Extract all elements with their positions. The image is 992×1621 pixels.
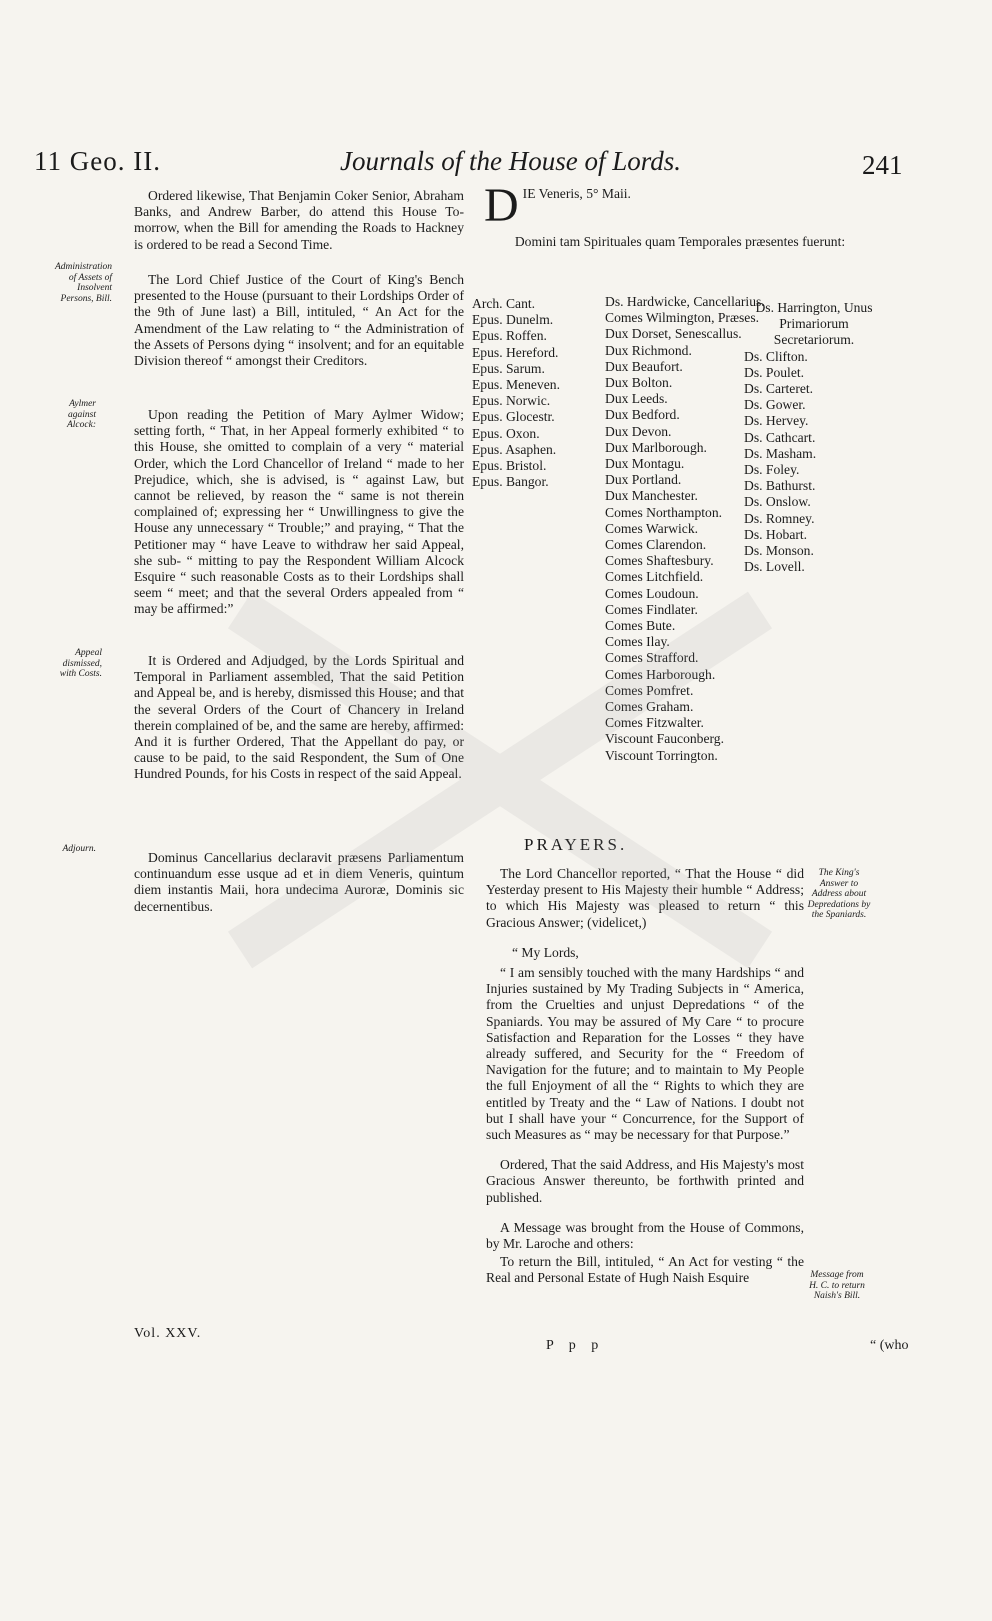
lord-baron-4: Ds. Hervey. — [744, 413, 809, 429]
right-column — [486, 866, 804, 1301]
page-number: 241 — [862, 150, 903, 180]
lord-temporal-22: Comes Strafford. — [605, 650, 699, 666]
lord-spiritual-8: Epus. Oxon. — [472, 425, 540, 441]
left-column-petition — [134, 407, 464, 632]
paragraph-kings-answer: “ I am sensibly touched with the many Hardships “ and Injuries sustained by My Trading Subjects in “ America, from the Cruelties and unjust Depredations “ of the Spaniards. You may be assured of My Care “ to procure Satisfaction and Reparation for the Losses “ they have already suffered, and Security for the “ Freedom of Navigation for the future; and to maintain to My People the full Enjoyment of all the “ Rights to which they are entitled by Treaty and the “ Law of Nations. I doubt not but I shall have your “ Concurrence, for the Support of such Measures as “ may be necessary for that Purpose.” — [486, 965, 804, 1143]
paragraph-return-bill: To return the Bill, intituled, “ An Act for vesting “ the Real and Personal Estate of Hugh Naish Esquire — [486, 1254, 804, 1286]
paragraph-insolvent-bill: The Lord Chief Justice of the Court of King's Bench presented to the House (pursuant to their Lordships Order of the 9th of June last) a Bill, intituled, “ An Act for the Amendment of the Law relating to “ the Administration of the Assets of Persons dying “ insolvent; and for an equitable Division thereof “ amongst their Creditors. — [134, 272, 464, 369]
lord-temporal-2: Dux Dorset, Senescallus. — [605, 326, 742, 342]
margin-note-adjourn: Adjourn. — [62, 844, 96, 854]
lord-temporal-16: Comes Shaftesbury. — [605, 553, 714, 569]
lord-temporal-19: Comes Findlater. — [605, 601, 698, 617]
lord-temporal-14: Comes Warwick. — [605, 520, 699, 536]
lord-temporal-6: Dux Leeds. — [605, 391, 668, 407]
lord-spiritual-7: Epus. Glocestr. — [472, 409, 555, 425]
catchword: “ (who — [870, 1338, 909, 1353]
lord-spiritual-5: Epus. Meneven. — [472, 377, 560, 393]
lord-harrington: Ds. Harrington, Unus Primariorum Secretariorum. — [755, 300, 873, 348]
lord-temporal-0: Ds. Hardwicke, Cancellarius. — [605, 294, 765, 309]
running-head-left: 11 Geo. II. — [34, 146, 161, 176]
lord-temporal-9: Dux Marlborough. — [605, 439, 707, 455]
lord-temporal-15: Comes Clarendon. — [605, 537, 707, 553]
present-line: Domini tam Spirituales quam Temporales præsentes fuerunt: — [514, 234, 846, 249]
lord-baron-9: Ds. Onslow. — [744, 494, 811, 510]
lord-temporal-26: Comes Fitzwalter. — [605, 715, 704, 731]
lord-baron-10: Ds. Romney. — [744, 510, 815, 526]
lord-temporal-17: Comes Litchfield. — [605, 569, 704, 585]
lord-temporal-28: Viscount Torrington. — [605, 747, 718, 763]
running-head-title: Journals of the House of Lords. — [340, 146, 682, 176]
margin-note-assets-bill: Administration of Assets of Insolvent Persons, Bill. — [54, 262, 112, 304]
lord-spiritual-9: Epus. Asaphen. — [472, 441, 557, 457]
lord-spiritual-6: Epus. Norwic. — [472, 393, 551, 409]
margin-note-aylmer: Aylmer against Alcock: — [66, 399, 96, 430]
left-column-adjourn — [134, 850, 464, 929]
paragraph-adjournment: Dominus Cancellarius declaravit præsens Parliamentum continuandum esse usque ad et in diem Veneris, quintum diem instantis Maii, hora undecima Auroræ, Dominis sic decernentibus. — [134, 850, 464, 914]
paragraph-chancellor-report: The Lord Chancellor reported, “ That the House “ did Yesterday present to His Majesty their humble “ Address; to which His Majesty was pleased to return “ this Gracious Answer; (videlicet,) — [486, 866, 804, 930]
lord-spiritual-4: Epus. Sarum. — [472, 360, 545, 376]
lord-baron-1: Ds. Poulet. — [744, 364, 805, 380]
sitting-date: IE Veneris, 5° Maii. — [522, 186, 631, 201]
lord-temporal-4: Dux Beaufort. — [605, 358, 683, 374]
salutation: “ My Lords, — [512, 944, 579, 960]
lord-temporal-7: Dux Bedford. — [605, 407, 680, 423]
lord-temporal-8: Dux Devon. — [605, 423, 672, 439]
lord-temporal-5: Dux Bolton. — [605, 375, 673, 391]
sitting-date-block — [484, 179, 880, 232]
left-column-bill — [134, 272, 464, 383]
lord-temporal-10: Dux Montagu. — [605, 456, 685, 472]
lord-baron-7: Ds. Foley. — [744, 462, 800, 478]
lord-baron-3: Ds. Gower. — [744, 397, 806, 413]
drop-cap: D — [484, 179, 519, 232]
lord-baron-2: Ds. Carteret. — [744, 381, 814, 397]
lord-temporal-13: Comes Northampton. — [605, 504, 723, 520]
lord-baron-8: Ds. Bathurst. — [744, 478, 816, 494]
prayers-heading: PRAYERS. — [524, 835, 628, 854]
lord-spiritual-0: Arch. Cant. — [472, 296, 536, 311]
lord-spiritual-11: Epus. Bangor. — [472, 474, 549, 490]
left-column-order — [134, 653, 464, 797]
left-column — [134, 188, 464, 267]
lords-barons-list — [744, 300, 884, 575]
volume-number: Vol. XXV. — [134, 1326, 202, 1341]
lord-baron-13: Ds. Lovell. — [744, 559, 805, 575]
lord-spiritual-3: Epus. Hereford. — [472, 344, 559, 360]
paragraph-aylmer-petition: Upon reading the Petition of Mary Aylmer Widow; setting forth, “ That, in her Appeal formerly exhibited “ to this House, she omitted to complain of a very “ material Order, which the Lord Chancellor of Ireland “ made to her Prejudice, which, she is advised, is “ against Law, but cannot be relieved, by reason the “ same is not therein complained of; expressing her “ Unwillingness to give the House any unnecessary “ Trouble;” and praying, “ That the Petitioner may “ have Leave to withdraw her said Appeal, she sub- “ mitting to pay the Respondent William Alcock Esquire “ such reasonable Costs as to their Lordships shall seem “ meet; and that the several Orders appealed from “ may be affirmed:” — [134, 407, 464, 617]
lord-baron-12: Ds. Monson. — [744, 543, 814, 559]
lord-temporal-21: Comes Ilay. — [605, 634, 670, 650]
paragraph-appeal-dismissed: It is Ordered and Adjudged, by the Lords Spiritual and Temporal in Parliament assembled, That the said Petition and Appeal be, and is hereby, dismissed this House; and that the several Orders of the Court of Chancery in Ireland therein complained of be, and the same are hereby, affirmed: And it is further Ordered, That the Appellant do pay, or cause to be paid, to the said Respondent, the Sum of One Hundred Pounds, for his Costs in respect of the said Appeal. — [134, 653, 464, 782]
lord-temporal-12: Dux Manchester. — [605, 488, 698, 504]
paragraph-ordered-printed: Ordered, That the said Address, and His Majesty's most Gracious Answer thereunto, be forthwith printed and published. — [486, 1157, 804, 1205]
lords-temporal-list — [605, 294, 765, 764]
lord-baron-0: Ds. Clifton. — [744, 348, 808, 364]
paragraph-ordered-attend: Ordered likewise, That Benjamin Coker Senior, Abraham Banks, and Andrew Barber, do attend this House To-morrow, when the Bill for amending the Roads to Hackney is ordered to be read a Second Time. — [134, 188, 464, 252]
lord-temporal-11: Dux Portland. — [605, 472, 682, 488]
margin-note-kings-answer: The King's Answer to Address about Depredations by the Spaniards. — [807, 868, 871, 920]
lord-temporal-1: Comes Wilmington, Præses. — [605, 310, 760, 326]
lord-temporal-27: Viscount Fauconberg. — [605, 731, 724, 747]
lords-spiritual-list — [472, 296, 592, 490]
lord-temporal-23: Comes Harborough. — [605, 666, 716, 682]
margin-note-appeal-dismissed: Appeal dismissed, with Costs. — [59, 648, 102, 679]
lord-temporal-25: Comes Graham. — [605, 699, 694, 715]
signature-mark: P p p — [546, 1338, 605, 1353]
lord-baron-6: Ds. Masham. — [744, 445, 817, 461]
lord-temporal-18: Comes Loudoun. — [605, 585, 699, 601]
lord-spiritual-10: Epus. Bristol. — [472, 458, 547, 474]
lord-spiritual-1: Epus. Dunelm. — [472, 312, 554, 328]
margin-note-message: Message from H. C. to return Naish's Bill. — [809, 1270, 865, 1301]
lord-temporal-20: Comes Bute. — [605, 618, 676, 634]
paragraph-message: A Message was brought from the House of Commons, by Mr. Laroche and others: — [486, 1219, 804, 1252]
lord-baron-11: Ds. Hobart. — [744, 526, 808, 542]
lord-baron-5: Ds. Cathcart. — [744, 429, 816, 445]
lord-spiritual-2: Epus. Roffen. — [472, 328, 547, 344]
lord-temporal-24: Comes Pomfret. — [605, 682, 694, 698]
lord-temporal-3: Dux Richmond. — [605, 342, 692, 358]
